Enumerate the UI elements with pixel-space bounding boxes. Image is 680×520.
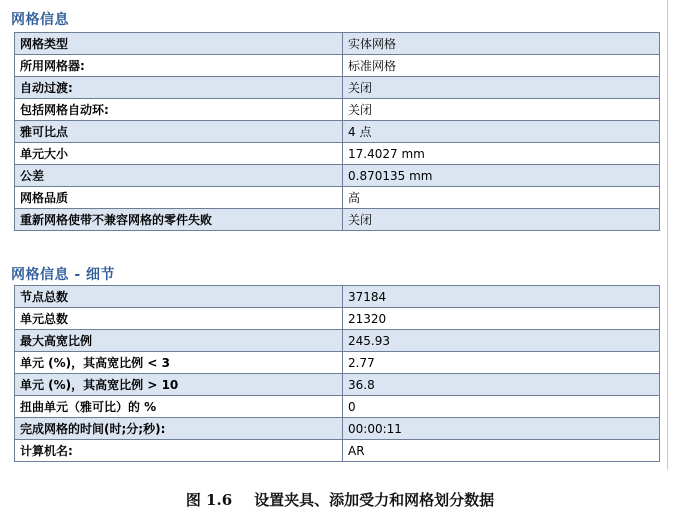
row-label: 单元 (%)，其高宽比例 < 3: [15, 352, 343, 374]
row-label: 重新网格使带不兼容网格的零件失败: [15, 209, 343, 231]
row-value: 0.870135 mm: [343, 165, 660, 187]
row-value: 17.4027 mm: [343, 143, 660, 165]
row-value: 关闭: [343, 77, 660, 99]
row-value: 00:00:11: [343, 418, 660, 440]
table-row: [15, 440, 660, 462]
table-row: [15, 99, 660, 121]
table-row: [15, 374, 660, 396]
row-label: 扭曲单元（雅可比）的 %: [15, 396, 343, 418]
row-label: 单元 (%)，其高宽比例 > 10: [15, 374, 343, 396]
row-label: 完成网格的时间(时;分;秒):: [15, 418, 343, 440]
figure-caption-text: 设置夹具、添加受力和网格划分数据: [254, 491, 495, 509]
row-value: 高: [343, 187, 660, 209]
mesh-detail-title: 网格信息 - 细节: [11, 267, 116, 283]
row-label: 单元总数: [15, 308, 343, 330]
table-row: [15, 209, 660, 231]
row-value: 37184: [343, 286, 660, 308]
row-label: 计算机名:: [15, 440, 343, 462]
table-row: [15, 143, 660, 165]
table-row: [15, 418, 660, 440]
table-row: [15, 330, 660, 352]
table-row: [15, 121, 660, 143]
row-label: 自动过渡:: [15, 77, 343, 99]
row-value: 245.93: [343, 330, 660, 352]
row-value: 2.77: [343, 352, 660, 374]
row-value: 36.8: [343, 374, 660, 396]
table-row: [15, 77, 660, 99]
table-row: [15, 286, 660, 308]
row-value: AR: [343, 440, 660, 462]
row-label: 雅可比点: [15, 121, 343, 143]
table-row: [15, 352, 660, 374]
figure-number: 图 1.6: [185, 491, 233, 509]
row-value: 4 点: [343, 121, 660, 143]
row-value: 关闭: [343, 209, 660, 231]
mesh-detail-table: [14, 285, 660, 462]
row-label: 所用网格器:: [15, 55, 343, 77]
table-row: [15, 396, 660, 418]
row-label: 网格品质: [15, 187, 343, 209]
row-value: 标准网格: [343, 55, 660, 77]
row-value: 关闭: [343, 99, 660, 121]
row-label: 包括网格自动环:: [15, 99, 343, 121]
table-row: [15, 187, 660, 209]
table-row: [15, 165, 660, 187]
row-label: 最大高宽比例: [15, 330, 343, 352]
page-right-rule: [667, 0, 668, 470]
table-row: [15, 55, 660, 77]
row-value: 21320: [343, 308, 660, 330]
row-label: 网格类型: [15, 33, 343, 55]
mesh-info-title: 网格信息: [11, 12, 69, 28]
row-label: 节点总数: [15, 286, 343, 308]
table-row: [15, 308, 660, 330]
figure-caption: [0, 489, 680, 510]
row-value: 0: [343, 396, 660, 418]
mesh-info-table: [14, 32, 660, 231]
row-value: 实体网格: [343, 33, 660, 55]
row-label: 单元大小: [15, 143, 343, 165]
row-label: 公差: [15, 165, 343, 187]
table-row: [15, 33, 660, 55]
